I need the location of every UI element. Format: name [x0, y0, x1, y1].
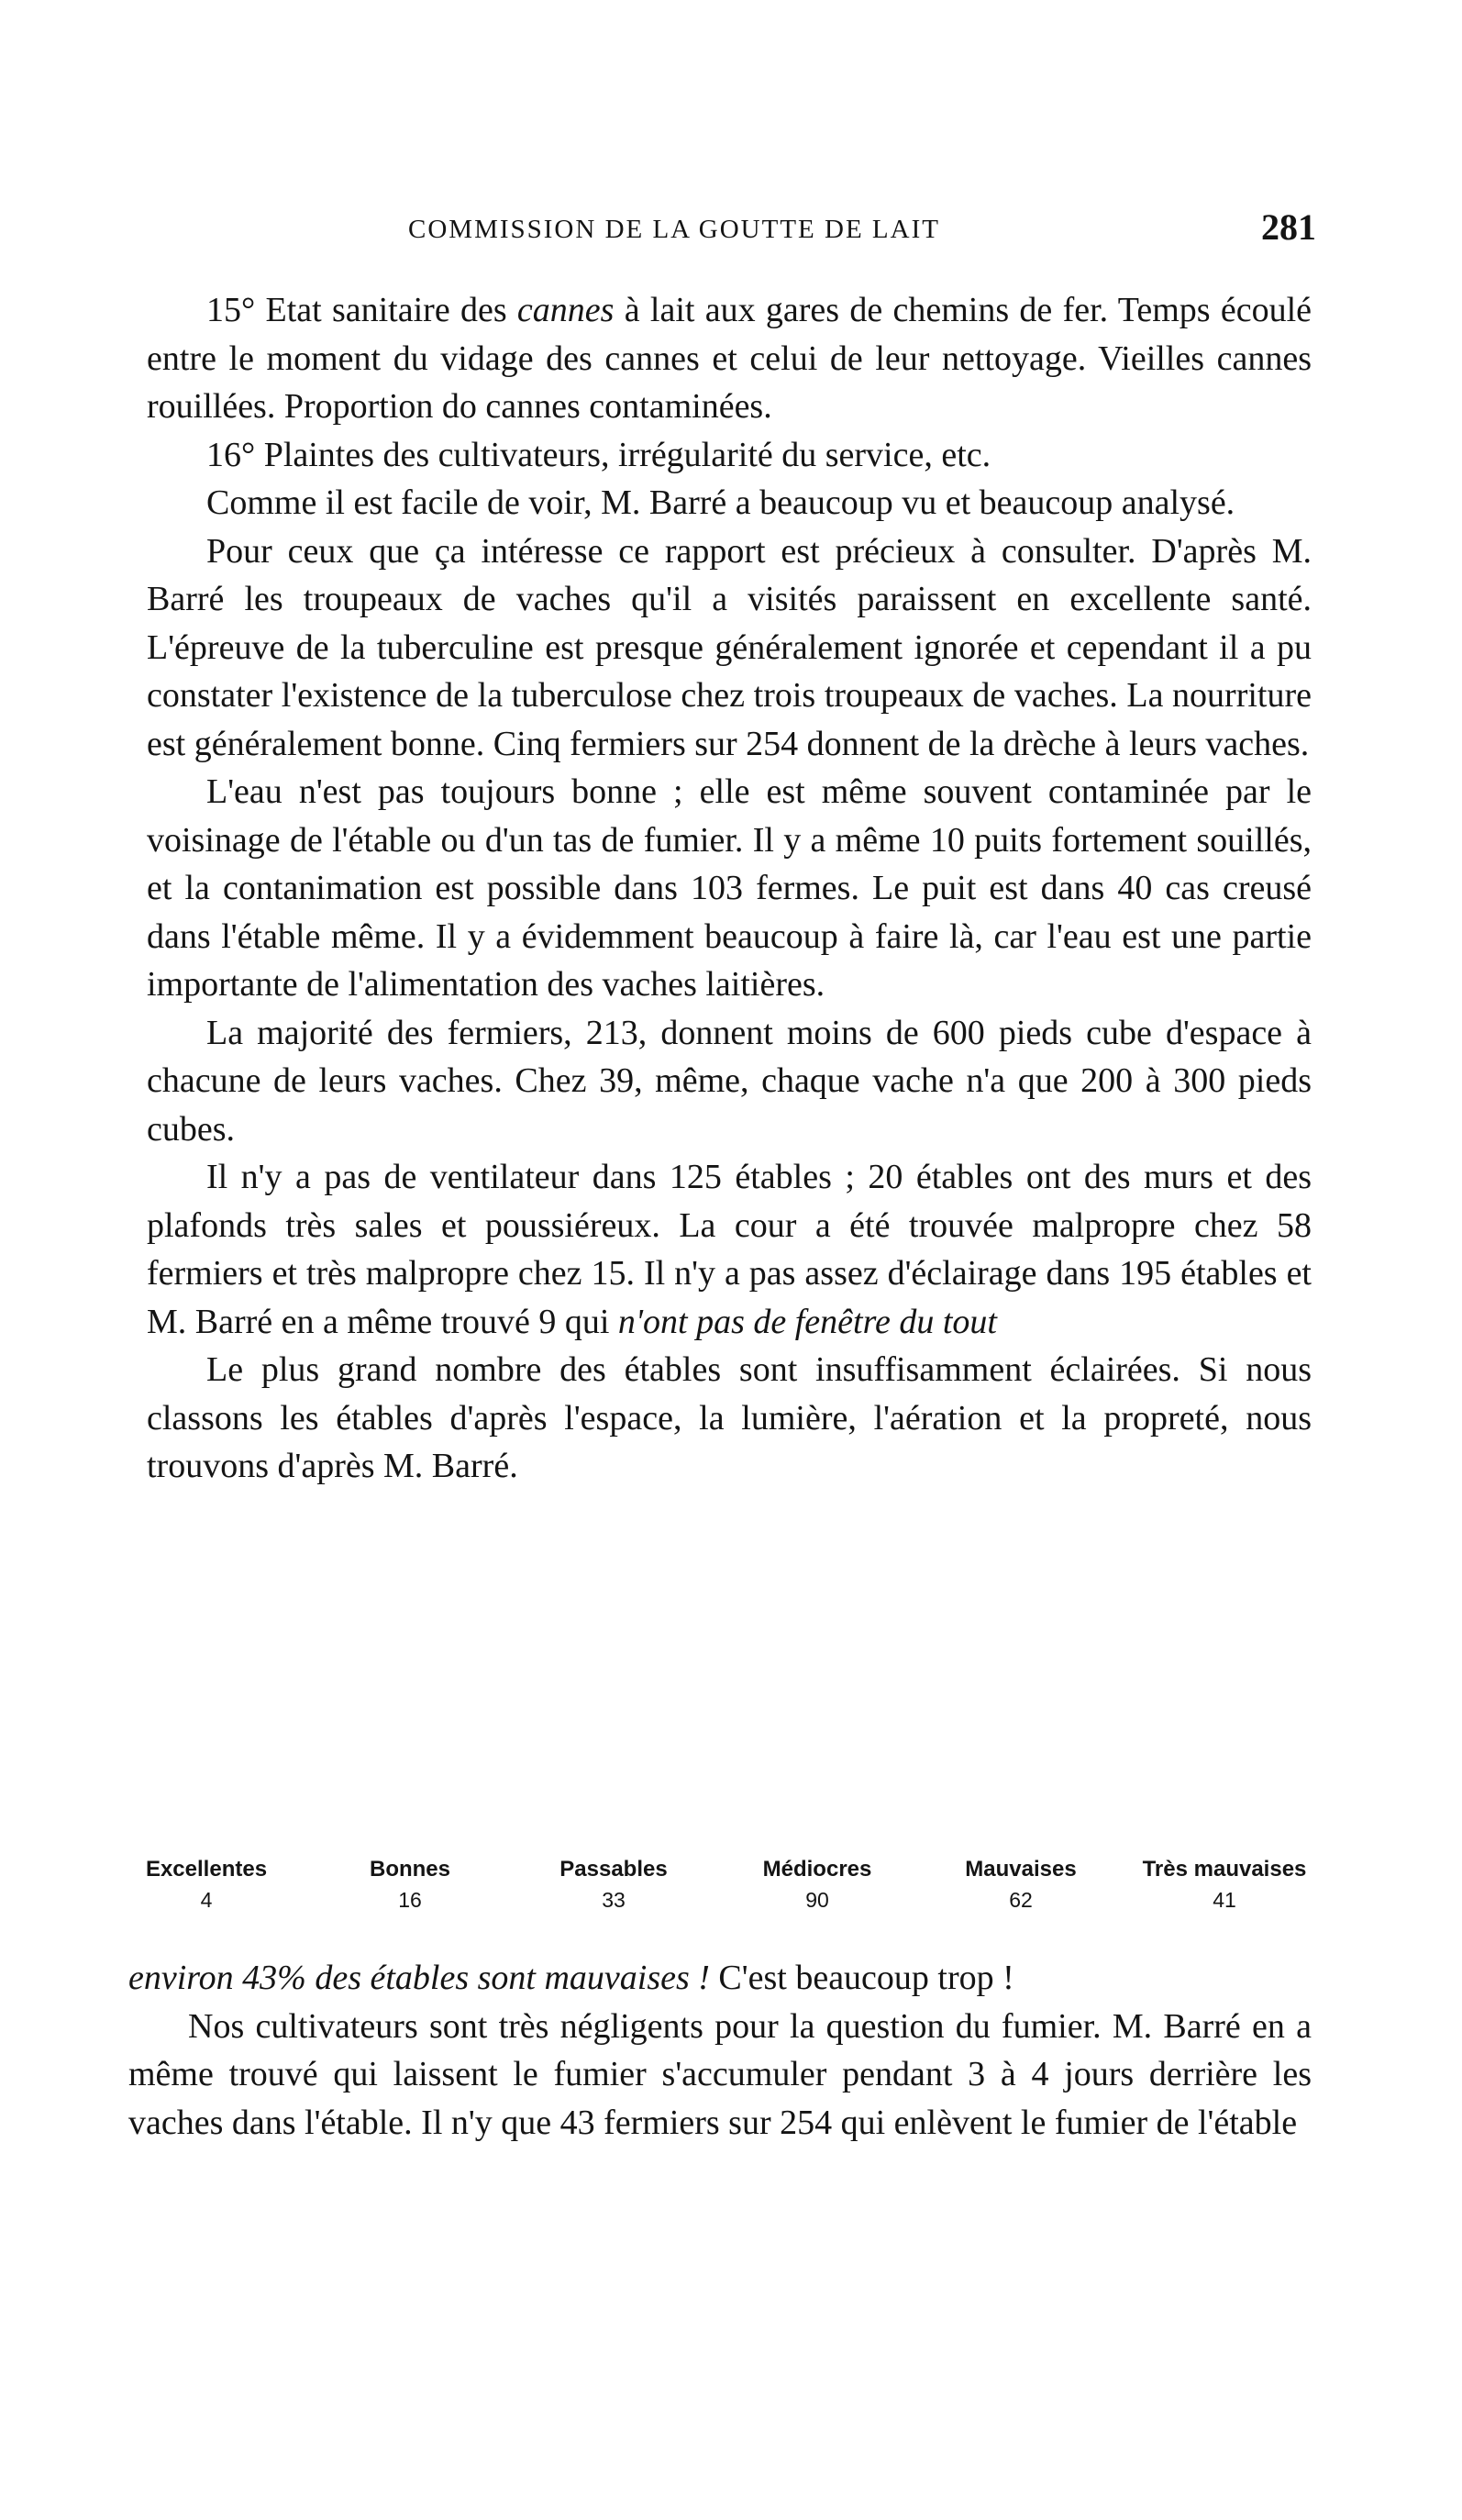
text-run: C'est beaucoup trop !	[709, 1959, 1014, 1997]
table-header-row	[115, 1857, 1316, 1882]
text-run: à lait aux gares de chemins de fer. Temps écoulé entre le moment du vidage des cannes et celui de leur nettoyage. Vieilles cannes rouillées. Proportion do cannes contaminées.	[147, 291, 1312, 426]
table-value-cell: 90	[805, 1888, 829, 1912]
paragraph: La majorité des fermiers, 213, donnent moins de 600 pieds cube d'espace à chacune de leurs vaches. Chez 39, même, chaque vache n'a que 200 à 300 pieds cubes.	[147, 1013, 1312, 1149]
italic-text: environ 43% des étables sont mauvaises !	[128, 1959, 710, 1997]
paragraph: L'eau n'est pas toujours bonne ; elle est même souvent contaminée par le voisinage de l'étable ou d'un tas de fumier. Il y a même 10 puits fortement souillés, et la contanimation est possible dans 103 fermes. Le puit est dans 40 cas creusé dans l'étable même. Il y a évidemment beaucoup à faire là, car l'eau est une partie importante de l'alimentation des vaches laitières.	[147, 772, 1312, 1004]
table-header-cell: Mauvaises	[965, 1857, 1077, 1882]
paragraph: Pour ceux que ça intéresse ce rapport est précieux à consulter. D'après M. Barré les troupeaux de vaches qu'il a visités paraissent en excellente santé. L'épreuve de la tuberculine est presque généralement ignorée et cependant il a pu constater l'existence de la tuberculose chez trois troupeaux de vaches. La nourriture est généralement bonne. Cinq fermiers sur 254 donnent de la drèche à leurs vaches.	[147, 531, 1312, 763]
paragraph: Le plus grand nombre des étables sont insuffisamment éclairées. Si nous classons les étables d'après l'espace, la lumière, l'aération et la propreté, nous trouvons d'après M. Barré.	[147, 1350, 1312, 1485]
table-value-row	[115, 1888, 1316, 1913]
table-header-cell: Médiocres	[762, 1857, 872, 1882]
table-header-cell: Passables	[559, 1857, 668, 1882]
italic-text: n'ont pas de fenêtre du tout	[617, 1302, 997, 1341]
paragraph	[147, 286, 1312, 431]
table-header-cell: Bonnes	[369, 1857, 450, 1882]
paragraph	[128, 1954, 1312, 2003]
page-number: 281	[1261, 206, 1316, 248]
text-run: Il n'y a pas de ventilateur dans 125 étables ; 20 étables ont des murs et des plafonds très sales et poussiéreux. La cour a été trouvée malpropre chez 58 fermiers et très malpropre chez 15. Il n'y a pas assez d'éclairage dans 195 étables et M. Barré en a même trouvé 9 qui	[147, 1158, 1312, 1341]
running-header	[151, 206, 1316, 257]
body-text	[147, 286, 1312, 1491]
paragraph	[147, 1153, 1312, 1346]
table-header-cell: Excellentes	[145, 1857, 268, 1882]
table-value-cell: 4	[200, 1888, 213, 1912]
paragraph: 16° Plaintes des cultivateurs, irrégularité du service, etc.	[206, 435, 991, 474]
text-run: 15° Etat sanitaire des	[206, 291, 517, 329]
paragraph: Nos cultivateurs sont très négligents pour la question du fumier. M. Barré en a même trouvé qui laissent le fumier s'accumuler pendant 3 à 4 jours derrière les vaches dans l'étable. Il n'y que 43 fermiers sur 254 qui enlèvent le fumier de l'étable	[128, 2006, 1312, 2142]
italic-text: cannes	[516, 291, 615, 329]
running-title: COMMISSION DE LA GOUTTE DE LAIT	[408, 215, 940, 244]
body-text-continued	[128, 1954, 1312, 2147]
table-value-cell: 16	[398, 1888, 422, 1912]
table-value-cell: 41	[1213, 1888, 1236, 1912]
classification-table	[115, 1857, 1316, 1913]
table-header-cell: Très mauvaises	[1142, 1857, 1307, 1882]
paragraph: Comme il est facile de voir, M. Barré a beaucoup vu et beaucoup analysé.	[206, 483, 1235, 522]
table-value-cell: 33	[602, 1888, 626, 1912]
table-value-cell: 62	[1009, 1888, 1033, 1912]
